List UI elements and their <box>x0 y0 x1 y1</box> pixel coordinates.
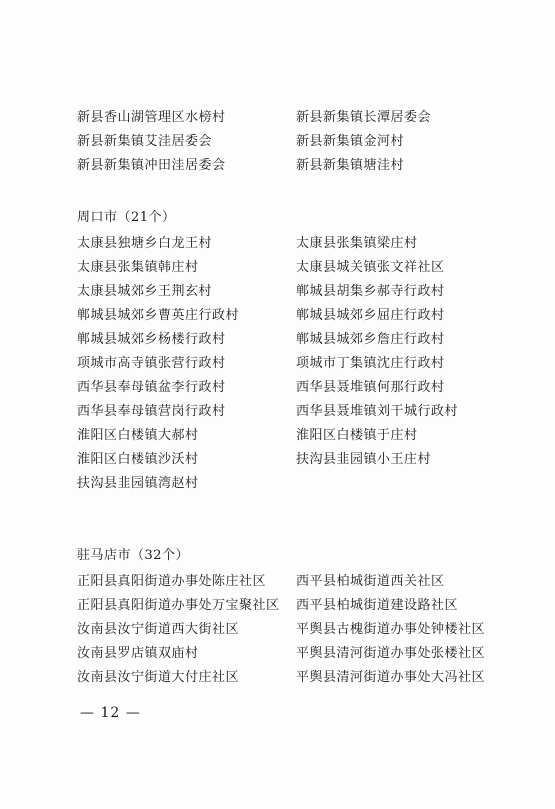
list-item: 新县新集镇金河村 <box>296 134 405 149</box>
list-item: 正阳县真阳街道办事处陈庄社区 <box>77 574 267 589</box>
top-list <box>0 106 555 178</box>
list-item: 西华县聂堆镇何那行政村 <box>296 380 445 395</box>
list-item: 淮阳区白楼镇沙沃村 <box>77 452 199 467</box>
zhoukou-list <box>0 232 555 496</box>
list-item: 新县香山湖管理区水榜村 <box>77 110 226 125</box>
list-item: 郸城县城郊乡曹英庄行政村 <box>77 308 240 323</box>
list-row <box>0 424 555 448</box>
list-item: 郸城县城郊乡杨楼行政村 <box>77 332 226 347</box>
section-title-zhoukou: 周口市（21个） <box>77 210 176 225</box>
list-row <box>0 154 555 178</box>
list-row <box>0 352 555 376</box>
list-item: 郸城县胡集乡郝寺行政村 <box>296 284 445 299</box>
list-item: 新县新集镇塘洼村 <box>296 158 405 173</box>
list-item: 项城市丁集镇沈庄行政村 <box>296 356 445 371</box>
section-title-zhumadian: 驻马店市（32个） <box>77 548 190 563</box>
page-number: — 12 — <box>80 705 141 721</box>
list-item: 平舆县古槐街道办事处钟楼社区 <box>296 622 486 637</box>
list-row <box>0 666 555 690</box>
list-item: 新县新集镇冲田洼居委会 <box>77 158 226 173</box>
list-item: 淮阳区白楼镇于庄村 <box>296 428 418 443</box>
list-item: 西华县聂堆镇刘干城行政村 <box>296 404 459 419</box>
list-item: 淮阳区白楼镇大郝村 <box>77 428 199 443</box>
list-item: 扶沟县韭园镇湾赵村 <box>77 476 199 491</box>
list-item: 新县新集镇长潭居委会 <box>296 110 432 125</box>
list-item: 太康县城关镇张文祥社区 <box>296 260 445 275</box>
list-item: 西华县奉母镇营岗行政村 <box>77 404 226 419</box>
list-item: 平舆县清河街道办事处张楼社区 <box>296 646 486 661</box>
zhumadian-list <box>0 570 555 690</box>
list-item: 太康县张集镇韩庄村 <box>77 260 199 275</box>
list-item: 西平县柏城街道建设路社区 <box>296 598 459 613</box>
list-item: 汝南县汝宁街道大付庄社区 <box>77 670 240 685</box>
list-item: 项城市高寺镇张营行政村 <box>77 356 226 371</box>
list-item: 太康县城郊乡王荆玄村 <box>77 284 213 299</box>
list-row <box>0 472 555 496</box>
list-item: 郸城县城郊乡詹庄行政村 <box>296 332 445 347</box>
list-row <box>0 106 555 130</box>
list-item: 郸城县城郊乡屈庄行政村 <box>296 308 445 323</box>
list-row <box>0 376 555 400</box>
list-item: 太康县独塘乡白龙王村 <box>77 236 213 251</box>
list-row <box>0 130 555 154</box>
list-item: 太康县张集镇梁庄村 <box>296 236 418 251</box>
list-row <box>0 618 555 642</box>
list-row <box>0 280 555 304</box>
list-item: 汝南县汝宁街道西大街社区 <box>77 622 240 637</box>
list-row <box>0 400 555 424</box>
list-item: 扶沟县韭园镇小王庄村 <box>296 452 432 467</box>
list-row <box>0 256 555 280</box>
list-row <box>0 328 555 352</box>
list-item: 西华县奉母镇盆李行政村 <box>77 380 226 395</box>
list-item: 正阳县真阳街道办事处万宝聚社区 <box>77 598 280 613</box>
list-item: 平舆县清河街道办事处大冯社区 <box>296 670 486 685</box>
list-item: 新县新集镇艾洼居委会 <box>77 134 213 149</box>
list-row <box>0 448 555 472</box>
list-row <box>0 232 555 256</box>
list-row <box>0 304 555 328</box>
list-row <box>0 642 555 666</box>
list-row <box>0 594 555 618</box>
list-row <box>0 570 555 594</box>
list-item: 西平县柏城街道西关社区 <box>296 574 445 589</box>
list-item: 汝南县罗店镇双庙村 <box>77 646 199 661</box>
